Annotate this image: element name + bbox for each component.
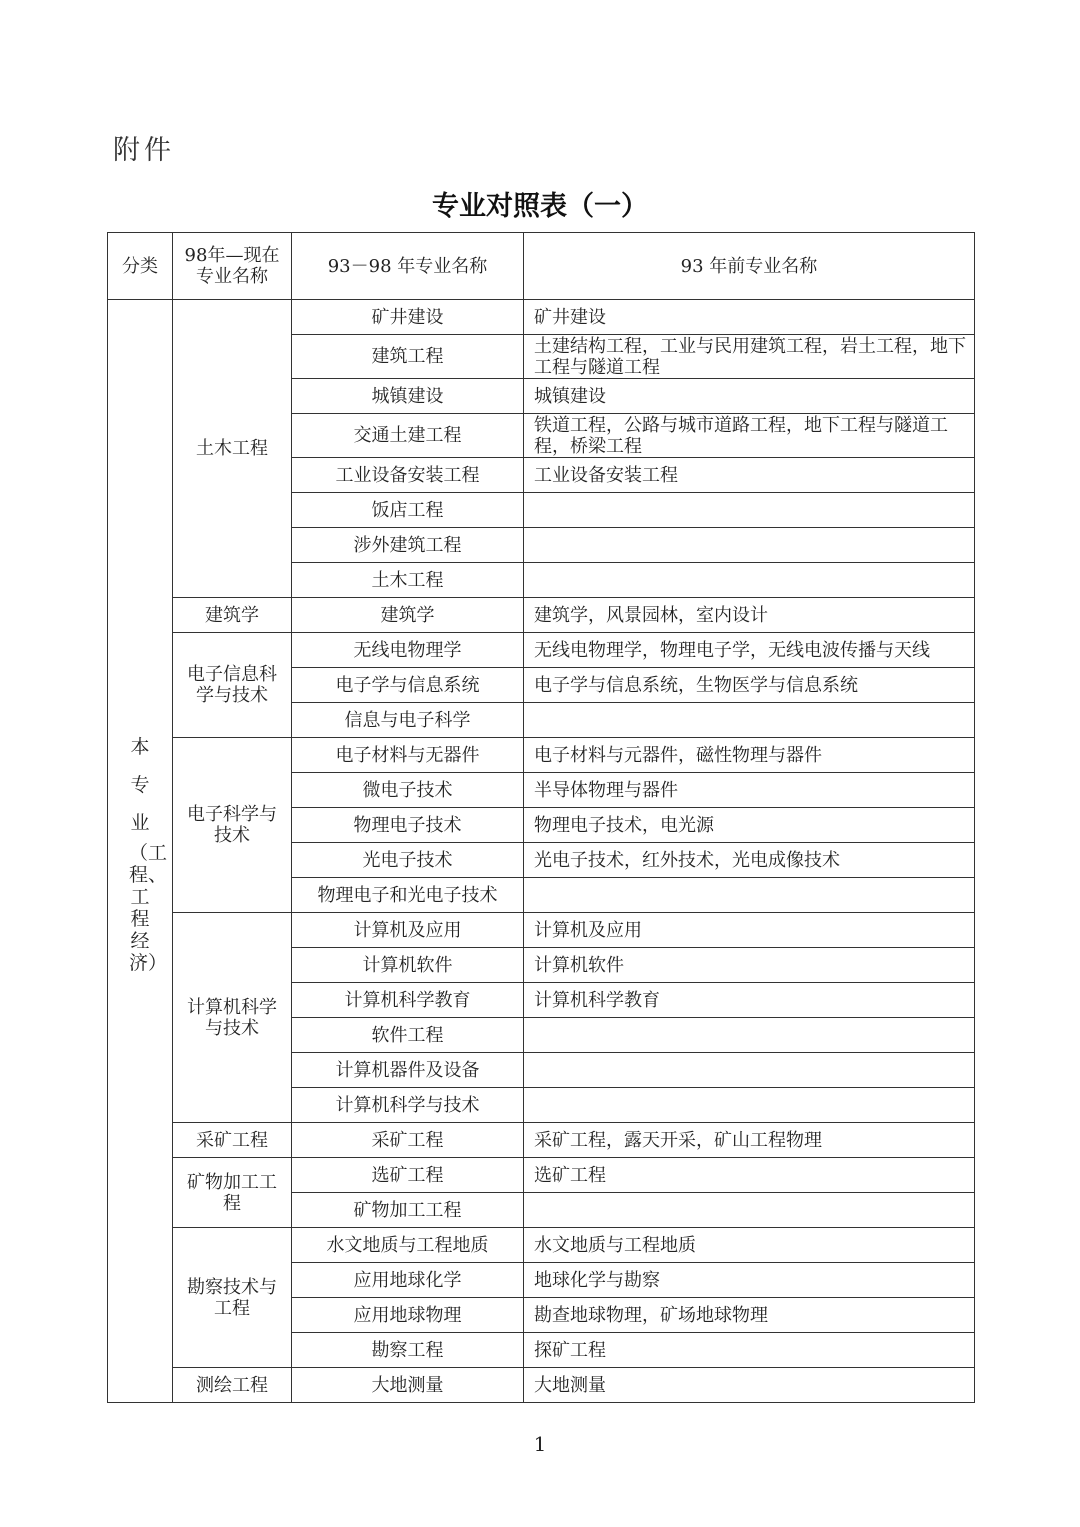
major-93-98-cell: 应用地球化学: [292, 1263, 524, 1298]
current-major-cell: 采矿工程: [173, 1123, 292, 1158]
current-major-cell: 矿物加工工程: [173, 1158, 292, 1228]
major-pre93-cell: 土建结构工程，工业与民用建筑工程，岩土工程，地下工程与隧道工程: [524, 335, 975, 379]
major-93-98-cell: 矿物加工工程: [292, 1193, 524, 1228]
major-pre93-cell: 物理电子技术，电光源: [524, 808, 975, 843]
major-pre93-cell: 采矿工程，露天开采，矿山工程物理: [524, 1123, 975, 1158]
header-row: [108, 233, 975, 300]
table-row: [108, 598, 975, 633]
major-pre93-cell: 矿井建设: [524, 300, 975, 335]
major-pre93-cell: 计算机科学教育: [524, 983, 975, 1018]
major-93-98-cell: 饭店工程: [292, 493, 524, 528]
major-pre93-cell: 水文地质与工程地质: [524, 1228, 975, 1263]
major-93-98-cell: 电子学与信息系统: [292, 668, 524, 703]
major-pre93-cell: 电子学与信息系统，生物医学与信息系统: [524, 668, 975, 703]
category-char: 本: [130, 736, 150, 758]
major-pre93-cell: [524, 878, 975, 913]
major-93-98-cell: 勘察工程: [292, 1333, 524, 1368]
table-row: [108, 1123, 975, 1158]
category-cell: [108, 300, 173, 1403]
table-title: 专业对照表（一）: [432, 191, 648, 222]
table-row: [108, 633, 975, 668]
category-paren: （工程、工程经济）: [129, 842, 168, 974]
table-row: [108, 1158, 975, 1193]
major-pre93-cell: 大地测量: [524, 1368, 975, 1403]
major-pre93-cell: [524, 493, 975, 528]
current-major-cell: 计算机科学与技术: [173, 913, 292, 1123]
page-number: 1: [533, 1432, 547, 1456]
major-93-98-cell: 建筑学: [292, 598, 524, 633]
col-header-category: 分类: [108, 233, 173, 300]
major-93-98-cell: 物理电子和光电子技术: [292, 878, 524, 913]
major-93-98-cell: 选矿工程: [292, 1158, 524, 1193]
current-major-cell: 电子信息科学与技术: [173, 633, 292, 738]
major-pre93-cell: 光电子技术，红外技术，光电成像技术: [524, 843, 975, 878]
col-header-current-major: 98年—现在专业名称: [173, 233, 292, 300]
col-header-pre93-major: 93 年前专业名称: [524, 233, 975, 300]
major-pre93-cell: [524, 1193, 975, 1228]
major-93-98-cell: 大地测量: [292, 1368, 524, 1403]
major-pre93-cell: 地球化学与勘察: [524, 1263, 975, 1298]
table-row: [108, 913, 975, 948]
major-pre93-cell: 建筑学，风景园林，室内设计: [524, 598, 975, 633]
major-93-98-cell: 应用地球物理: [292, 1298, 524, 1333]
table-row: [108, 1228, 975, 1263]
category-char: 专: [130, 774, 150, 796]
major-pre93-cell: [524, 1053, 975, 1088]
major-comparison-table: [107, 232, 975, 1403]
major-pre93-cell: 勘查地球物理，矿场地球物理: [524, 1298, 975, 1333]
major-pre93-cell: [524, 1018, 975, 1053]
major-93-98-cell: 计算机科学教育: [292, 983, 524, 1018]
major-93-98-cell: 计算机器件及设备: [292, 1053, 524, 1088]
major-93-98-cell: 计算机及应用: [292, 913, 524, 948]
major-93-98-cell: 涉外建筑工程: [292, 528, 524, 563]
major-pre93-cell: 探矿工程: [524, 1333, 975, 1368]
major-93-98-cell: 土木工程: [292, 563, 524, 598]
major-93-98-cell: 光电子技术: [292, 843, 524, 878]
major-93-98-cell: 计算机科学与技术: [292, 1088, 524, 1123]
col-header-93-98-major: 93－98 年专业名称: [292, 233, 524, 300]
major-pre93-cell: 计算机软件: [524, 948, 975, 983]
major-pre93-cell: [524, 703, 975, 738]
major-93-98-cell: 采矿工程: [292, 1123, 524, 1158]
major-pre93-cell: [524, 1088, 975, 1123]
current-major-cell: 电子科学与技术: [173, 738, 292, 913]
major-93-98-cell: 物理电子技术: [292, 808, 524, 843]
current-major-cell: 建筑学: [173, 598, 292, 633]
table-row: [108, 300, 975, 335]
major-93-98-cell: 软件工程: [292, 1018, 524, 1053]
current-major-cell: 测绘工程: [173, 1368, 292, 1403]
major-pre93-cell: 城镇建设: [524, 379, 975, 414]
major-93-98-cell: 计算机软件: [292, 948, 524, 983]
major-93-98-cell: 信息与电子科学: [292, 703, 524, 738]
major-93-98-cell: 无线电物理学: [292, 633, 524, 668]
table-row: [108, 738, 975, 773]
major-93-98-cell: 微电子技术: [292, 773, 524, 808]
major-pre93-cell: 工业设备安装工程: [524, 458, 975, 493]
major-pre93-cell: 电子材料与元器件，磁性物理与器件: [524, 738, 975, 773]
major-93-98-cell: 交通土建工程: [292, 414, 524, 458]
major-pre93-cell: 无线电物理学，物理电子学，无线电波传播与天线: [524, 633, 975, 668]
major-pre93-cell: 铁道工程，公路与城市道路工程，地下工程与隧道工程，桥梁工程: [524, 414, 975, 458]
table-row: [108, 1368, 975, 1403]
major-93-98-cell: 矿井建设: [292, 300, 524, 335]
major-93-98-cell: 城镇建设: [292, 379, 524, 414]
current-major-cell: 勘察技术与工程: [173, 1228, 292, 1368]
major-93-98-cell: 建筑工程: [292, 335, 524, 379]
attachment-label: 附件: [113, 135, 175, 166]
major-93-98-cell: 电子材料与无器件: [292, 738, 524, 773]
major-pre93-cell: [524, 528, 975, 563]
major-pre93-cell: 选矿工程: [524, 1158, 975, 1193]
major-93-98-cell: 水文地质与工程地质: [292, 1228, 524, 1263]
major-pre93-cell: 半导体物理与器件: [524, 773, 975, 808]
major-pre93-cell: 计算机及应用: [524, 913, 975, 948]
major-pre93-cell: [524, 563, 975, 598]
current-major-cell: 土木工程: [173, 300, 292, 598]
category-char: 业: [130, 812, 150, 834]
major-93-98-cell: 工业设备安装工程: [292, 458, 524, 493]
